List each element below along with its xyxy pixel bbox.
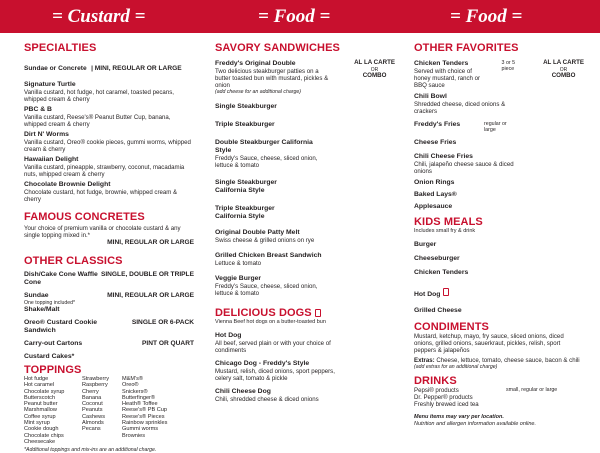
item-name: Signature Turtle	[24, 81, 76, 88]
toppings-note: *Additional toppings and mix-ins are an additional charge.	[24, 447, 157, 453]
menu-item	[414, 121, 584, 133]
extras	[414, 357, 584, 364]
item-note: (add cheese for an additional charge)	[215, 89, 301, 95]
topping: Cheesecake	[24, 438, 56, 445]
item-desc: Two delicious steakburger patties on a butter toasted bun with mustard, pickles & onion	[215, 68, 329, 89]
custard-column	[24, 42, 194, 453]
menu-item	[24, 340, 194, 348]
item-name: Freddy's Original Double	[215, 60, 296, 67]
option-or: OR	[370, 66, 379, 73]
topping: Hot caramel	[24, 382, 55, 389]
topping: Gummi worms	[122, 426, 159, 433]
toppings-col	[82, 376, 122, 445]
menu-item	[215, 332, 340, 354]
topping: Snickers®	[122, 388, 148, 395]
topping: Cashews	[82, 413, 106, 420]
item-sizes: SINGLE OR 6-PACK	[131, 319, 194, 326]
item-desc: Mustard, relish, diced onions, sport peppers, celery salt, tomato & pickle	[215, 368, 335, 382]
order-options	[354, 60, 395, 80]
menu-item	[24, 181, 194, 203]
item-desc: Chili, jalapeño cheese sauce & diced onions	[414, 161, 514, 175]
topping: Brownies	[122, 432, 146, 439]
item-name: Original Double Patty Melt	[215, 229, 300, 236]
menu-item	[24, 292, 194, 314]
section-title: TOPPINGS	[24, 364, 82, 376]
menu-item	[215, 252, 395, 267]
option-top: AL LA CARTE	[354, 59, 395, 66]
item-name: Chili Cheese Fries	[414, 153, 473, 160]
menu-item	[24, 106, 194, 128]
extras-note: (add extras for an additional charge)	[414, 364, 498, 370]
item-name: Baked Lays®	[414, 191, 457, 198]
menu-item	[215, 388, 395, 403]
topping: Raspberry	[82, 382, 108, 389]
toppings-col	[24, 376, 82, 445]
item-name: Oreo® Custard Cookie Sandwich	[24, 319, 97, 334]
item-name: Chili Cheese Dog	[215, 388, 271, 395]
item-name: Single Steakburger	[215, 103, 277, 110]
menu-item	[215, 275, 335, 297]
item-name: Applesauce	[414, 203, 453, 210]
item-desc: All beef, served plain or with your choice of condiments	[215, 340, 331, 354]
option-or: OR	[559, 66, 568, 73]
extras-label: Extras:	[414, 357, 435, 364]
savory-column	[215, 42, 395, 403]
topping: Strawberry	[82, 376, 110, 382]
menu-item	[414, 60, 584, 89]
item-desc: Freddy's Sauce, cheese, sliced onion, lettuce & tomato	[215, 155, 318, 169]
option-bottom: COMBO	[362, 72, 387, 79]
item-name: Freddy's Fries	[414, 121, 461, 128]
item-name: Veggie Burger	[215, 275, 262, 282]
topping: Oreo®	[122, 382, 139, 389]
section-title: KIDS MEALS	[414, 216, 483, 228]
topping: Reese's® Pieces	[122, 413, 165, 420]
item-name: Custard Cakes*	[24, 353, 75, 360]
hot-dog-icon	[443, 288, 449, 296]
banner-title-custard: = Custard =	[52, 6, 146, 27]
kids-item: Cheeseburger	[414, 255, 460, 262]
toppings-col	[122, 376, 182, 445]
item-desc: Served with choice of honey mustard, ranch or BBQ sauce	[414, 68, 481, 89]
topping: Marshmallow	[24, 407, 57, 414]
section-subtitle: Vienna Beef hot dogs on a butter-toasted bun	[215, 319, 326, 325]
menu-item	[215, 229, 395, 244]
menu-item	[24, 319, 194, 335]
item-name: Grilled Chicken Breast Sandwich	[215, 252, 322, 259]
menu-item	[24, 271, 194, 287]
topping: Cookie dough	[24, 426, 59, 433]
topping: Banana	[82, 394, 102, 401]
menu-item	[215, 139, 325, 169]
topping: Peanut butter	[24, 401, 58, 408]
item-name: Chocolate Brownie Delight	[24, 181, 111, 188]
section-title: SAVORY SANDWICHES	[215, 42, 340, 54]
item-name: Chicago Dog - Freddy's Style	[215, 360, 310, 367]
row-sizes: | MINI, REGULAR OR LARGE	[91, 65, 182, 72]
item-name: Triple Steakburger California Style	[215, 205, 275, 220]
topping: Cherry	[82, 388, 99, 395]
kids-item: Grilled Cheese	[414, 307, 462, 314]
item-desc: Vanilla custard, hot fudge, hot caramel, toasted pecans, whipped cream & cherry	[24, 89, 174, 103]
topping: Almonds	[82, 420, 104, 427]
item-name: PBC & B	[24, 106, 52, 113]
item-desc: Chili, shredded cheese & diced onions	[215, 396, 319, 403]
topping: Rainbow sprinkles	[122, 420, 168, 427]
section-title	[215, 307, 395, 319]
drink-row	[414, 387, 584, 394]
item-desc: Vanilla custard, Reese's® Peanut Butter Cup, banana, whipped cream & cherry	[24, 114, 171, 128]
topping: Coconut	[82, 401, 103, 408]
topping: M&M's®	[122, 376, 144, 382]
option-bottom: COMBO	[551, 72, 576, 79]
item-sizes: PINT OR QUART	[141, 340, 194, 347]
menu-item	[24, 131, 194, 153]
topping: Chocolate chips	[24, 432, 64, 439]
item-name: Carry-out Cartons	[24, 340, 83, 347]
banner-title-food-2: = Food =	[450, 6, 523, 27]
drink-item: Dr. Pepper® products	[414, 394, 473, 401]
item-name: Cheese Fries	[414, 139, 457, 146]
topping: Reese's® PB Cup	[122, 407, 167, 414]
section-title: OTHER CLASSICS	[24, 255, 123, 267]
item-name: Sundae	[24, 292, 49, 299]
drink-item: Pepsi® products	[414, 387, 459, 394]
topping: Heath® Toffee	[122, 401, 158, 408]
dogs-title: DELICIOUS DOGS	[215, 307, 312, 319]
topping: Butterfinger®	[122, 394, 156, 401]
menu-item	[414, 153, 524, 175]
item-name: Onion Rings	[414, 179, 455, 186]
item-name: Double Steakburger California Style	[215, 139, 313, 154]
topping: Butterscotch	[24, 394, 56, 401]
item-name: Shake/Malt	[24, 306, 60, 313]
item-desc: Shredded cheese, diced onions & crackers	[414, 101, 506, 115]
specialties-size-row	[24, 57, 194, 75]
item-desc: Chocolate custard, hot fudge, brownie, whipped cream & cherry	[24, 189, 178, 203]
extras-desc: Cheese, lettuce, tomato, cheese sauce, bacon & chili	[436, 357, 580, 364]
section-title: CONDIMENTS	[414, 321, 489, 333]
kids-item: Burger	[414, 241, 437, 248]
topping: Pecans	[82, 426, 101, 433]
row-label: Sundae or Concrete	[24, 65, 87, 72]
footer-line: Menu items may vary per location.	[414, 414, 504, 420]
item-name: Hot Dog	[414, 291, 441, 298]
concrete-sizes: MINI, REGULAR OR LARGE	[107, 239, 194, 246]
item-desc: Freddy's Sauce, cheese, sliced onion, lettuce & tomato	[215, 283, 318, 297]
menu-item	[215, 360, 345, 382]
topping: Peanuts	[82, 407, 103, 414]
menu-item	[215, 60, 395, 95]
item-desc: Vanilla custard, Oreo® cookie pieces, gummi worms, whipped cream & cherry	[24, 139, 191, 153]
kids-item: Chicken Tenders	[414, 269, 469, 276]
section-desc: Mustard, ketchup, mayo, fry sauce, sliced onions, diced onions, grilled onions, sauerkraut, pickles, relish, sport peppers & jalapeños	[414, 333, 564, 354]
drink-sizes: small, regular or large	[506, 387, 558, 393]
item-note: One topping included*	[24, 300, 76, 306]
order-options	[543, 60, 584, 80]
section-desc: Your choice of premium vanilla or chocolate custard & any single topping mixed in.*	[24, 225, 181, 239]
piece-note: 3 or 5 piece	[501, 60, 516, 72]
menu-item	[24, 156, 194, 178]
favorites-column	[414, 42, 584, 427]
hot-dog-icon	[315, 309, 321, 317]
section-title: DRINKS	[414, 375, 457, 387]
item-sizes: SINGLE, DOUBLE OR TRIPLE	[100, 271, 194, 278]
option-top: AL LA CARTE	[543, 59, 584, 66]
item-name: Triple Steakburger	[215, 121, 275, 128]
drink-item: Freshly brewed iced tea	[414, 401, 479, 408]
footer-line: Nutrition and allergen information available online.	[414, 420, 536, 427]
size-note: regular or large	[484, 121, 507, 133]
item-name: Hawaiian Delight	[24, 156, 79, 163]
section-title: FAMOUS CONCRETES	[24, 211, 145, 223]
section-title: SPECIALTIES	[24, 42, 97, 54]
item-desc: Swiss cheese & grilled onions on rye	[215, 237, 315, 244]
menu-item	[414, 93, 509, 115]
item-name: Single Steakburger California Style	[215, 179, 277, 194]
topping: Coffee syrup	[24, 413, 56, 420]
menu-item	[24, 81, 194, 103]
item-name: Dirt N' Worms	[24, 131, 69, 138]
section-subtitle: Includes small fry & drink	[414, 228, 476, 234]
banner-title-food-1: = Food =	[258, 6, 331, 27]
topping: Mint syrup	[24, 420, 50, 427]
toppings-list	[24, 376, 194, 445]
header-banner	[0, 0, 600, 33]
item-desc: Lettuce & tomato	[215, 260, 262, 267]
item-sizes: MINI, REGULAR OR LARGE	[107, 292, 194, 299]
item-name: Chili Bowl	[414, 93, 447, 100]
item-name: Dish/Cake Cone Waffle Cone	[24, 271, 98, 286]
item-name: Hot Dog	[215, 332, 242, 339]
item-desc: Vanilla custard, pineapple, strawberry, coconut, macadamia nuts, whipped cream & cherry	[24, 164, 185, 178]
kids-item	[414, 283, 584, 301]
topping: Hot fudge	[24, 376, 49, 382]
topping: Chocolate syrup	[24, 388, 65, 395]
section-title: OTHER FAVORITES	[414, 42, 519, 54]
item-name: Chicken Tenders	[414, 60, 469, 67]
